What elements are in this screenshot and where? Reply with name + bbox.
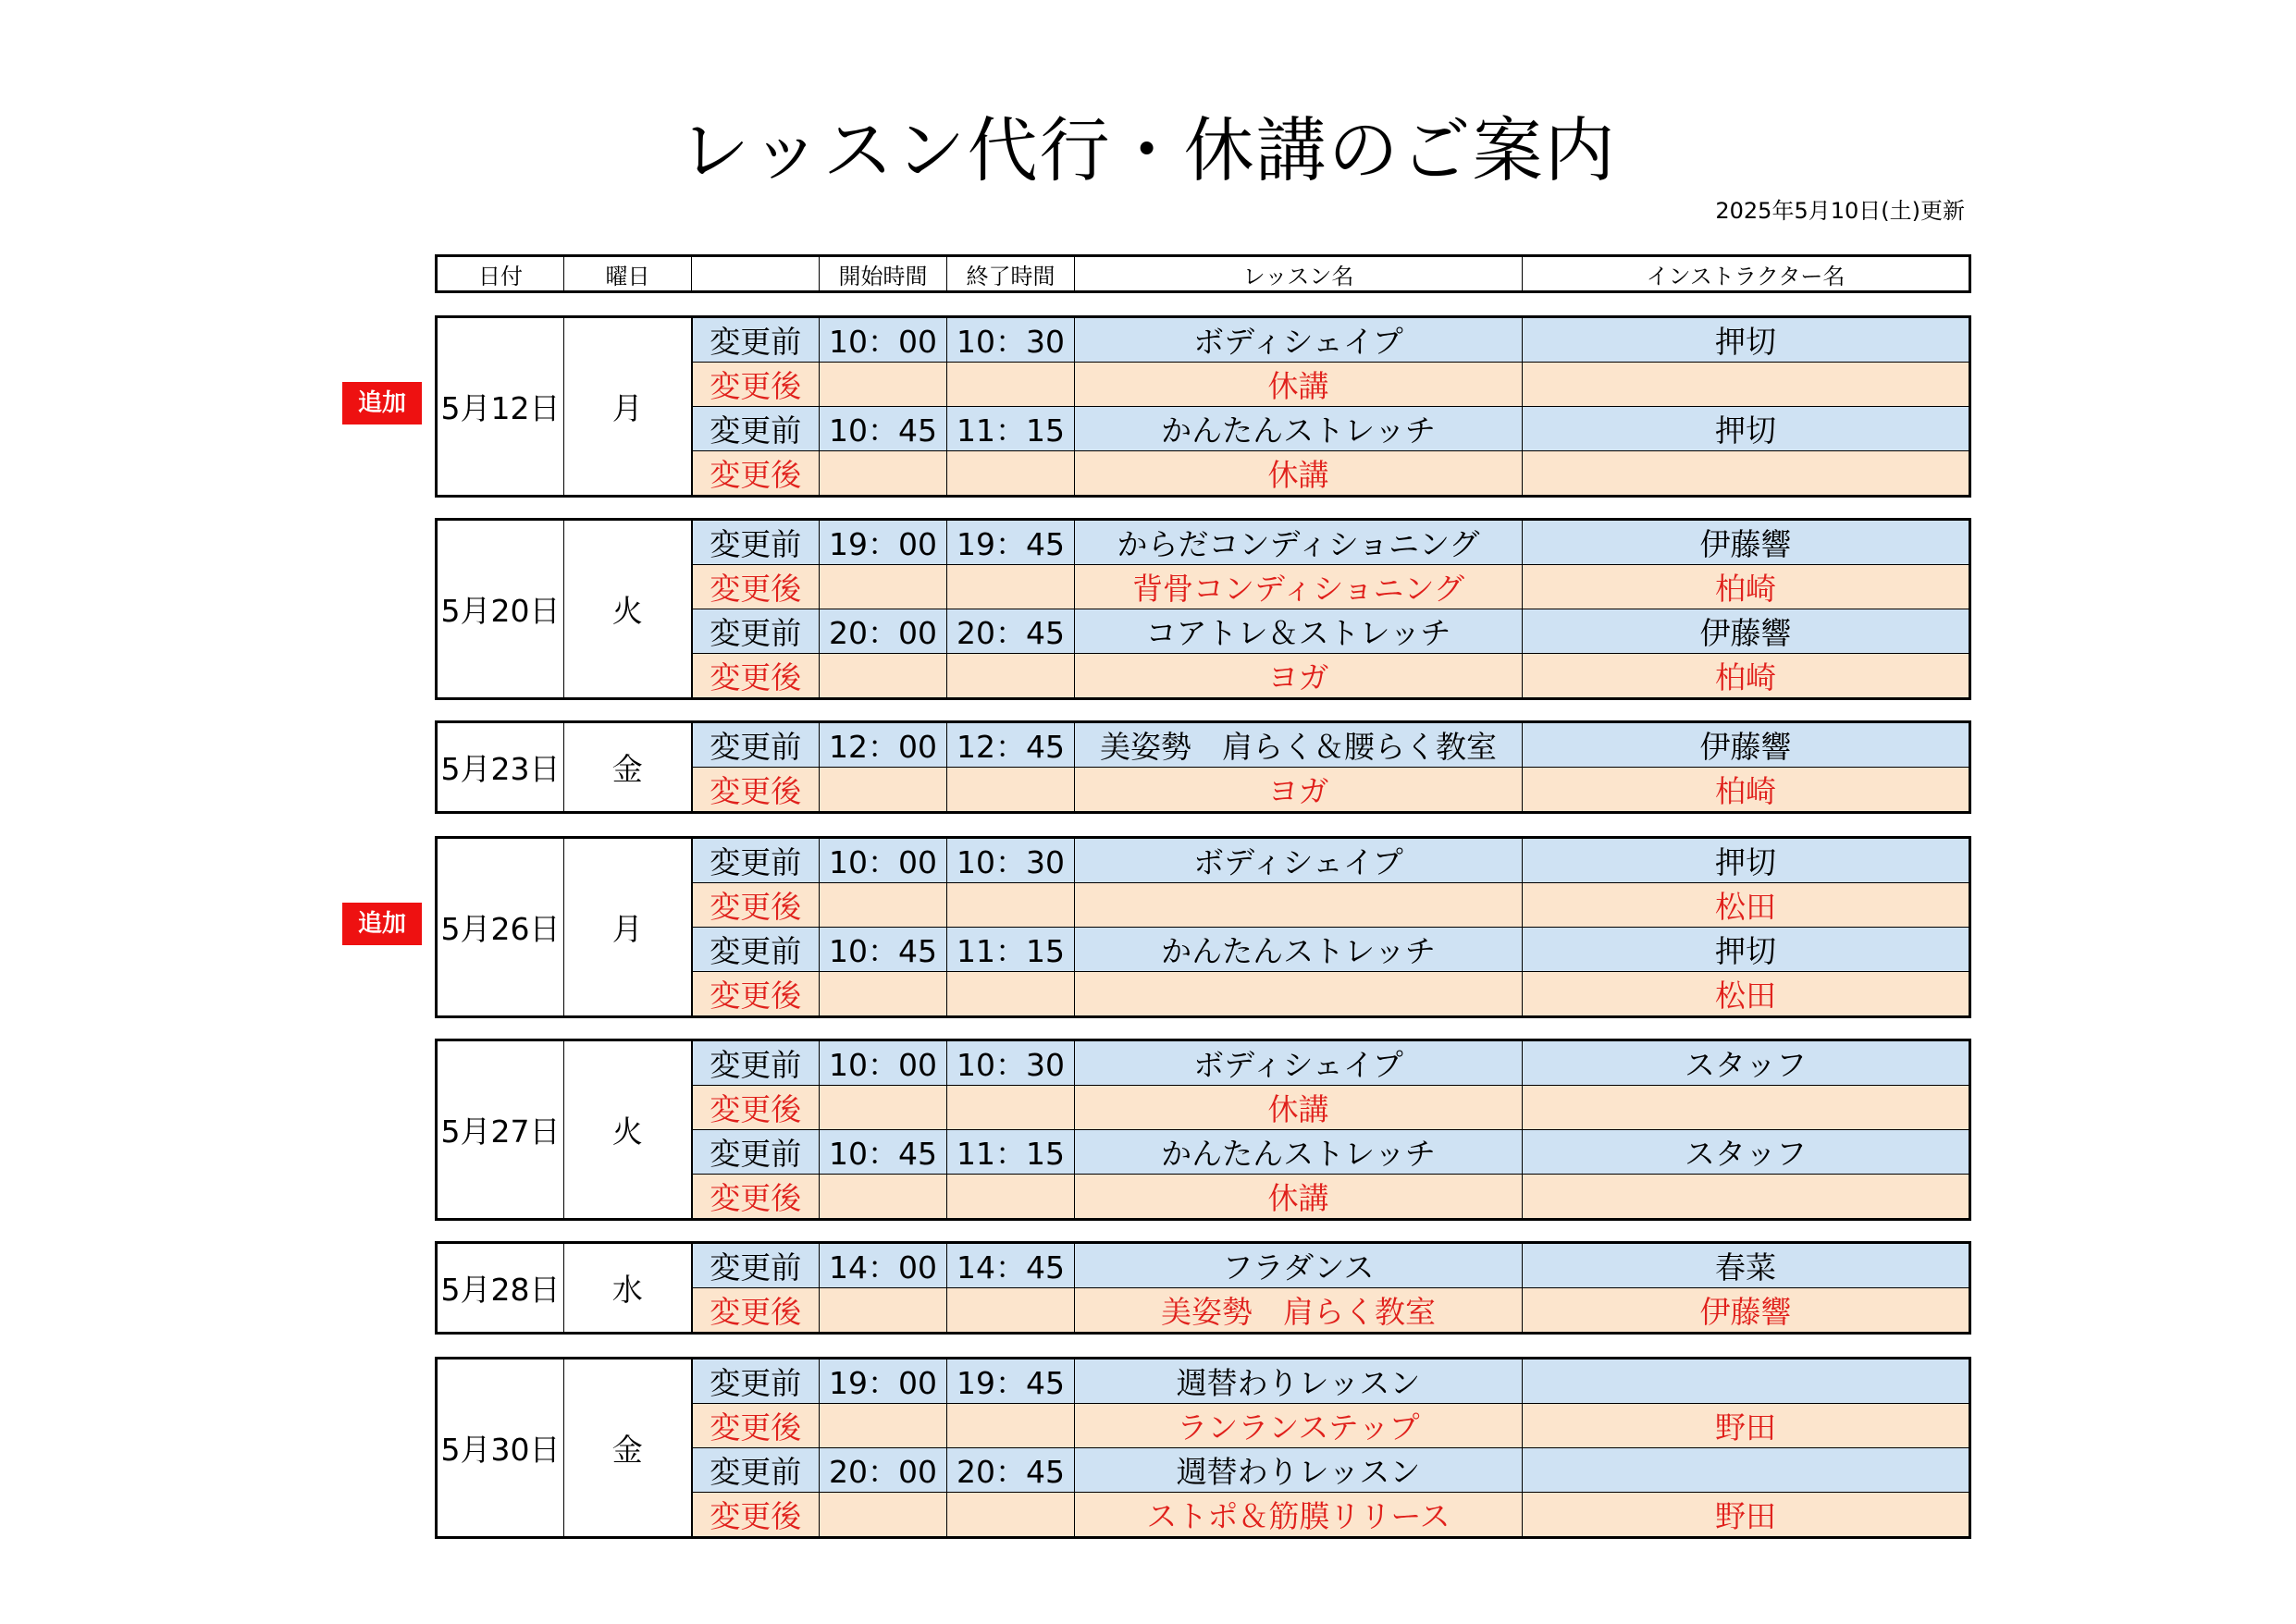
day-of-week-cell: 金 [564, 1359, 692, 1538]
instructor-cell: 伊藤響 [1523, 520, 1970, 565]
instructor-cell: 松田 [1523, 883, 1970, 928]
table-row [437, 1040, 1970, 1086]
lesson-name-cell: 週替わりレッスン [1075, 1359, 1523, 1404]
lesson-name-cell: からだコンディショニング [1075, 520, 1523, 565]
instructor-cell: 松田 [1523, 972, 1970, 1017]
start-time-cell [820, 1086, 947, 1130]
updated-date: 2025年5月10日(土)更新 [1715, 198, 1965, 224]
change-type-cell: 変更後 [692, 654, 820, 699]
start-time-cell: 10：00 [820, 1040, 947, 1086]
table-row [437, 1243, 1970, 1288]
end-time-cell: 11：15 [947, 928, 1075, 972]
change-type-cell: 変更後 [692, 972, 820, 1017]
lesson-name-cell: 背骨コンディショニング [1075, 565, 1523, 609]
lesson-name-cell: ボディシェイプ [1075, 1040, 1523, 1086]
day-block [435, 1039, 1971, 1221]
instructor-cell: 伊藤響 [1523, 609, 1970, 654]
day-of-week-cell: 火 [564, 520, 692, 699]
day-block [435, 518, 1971, 700]
instructor-cell: 野田 [1523, 1404, 1970, 1448]
change-type-cell: 変更後 [692, 768, 820, 813]
start-time-cell: 19：00 [820, 520, 947, 565]
lesson-name-cell: 休講 [1075, 1086, 1523, 1130]
lesson-name-cell: かんたんストレッチ [1075, 407, 1523, 451]
instructor-cell [1523, 451, 1970, 497]
lesson-name-cell: かんたんストレッチ [1075, 1130, 1523, 1175]
instructor-cell: スタッフ [1523, 1040, 1970, 1086]
end-time-cell [947, 1086, 1075, 1130]
lesson-name-cell: 週替わりレッスン [1075, 1448, 1523, 1493]
change-type-cell: 変更後 [692, 451, 820, 497]
change-type-cell: 変更後 [692, 1288, 820, 1334]
end-time-cell [947, 565, 1075, 609]
end-time-cell [947, 1404, 1075, 1448]
change-type-cell: 変更後 [692, 565, 820, 609]
instructor-cell: 押切 [1523, 407, 1970, 451]
start-time-cell [820, 768, 947, 813]
date-cell: 5月26日 [437, 838, 564, 1017]
instructor-cell [1523, 1175, 1970, 1220]
instructor-cell [1523, 1359, 1970, 1404]
start-time-cell [820, 972, 947, 1017]
end-time-cell [947, 451, 1075, 497]
end-time-cell [947, 1175, 1075, 1220]
start-time-cell: 10：45 [820, 1130, 947, 1175]
start-time-cell: 20：00 [820, 609, 947, 654]
header-day-of-week: 曜日 [564, 256, 692, 292]
change-type-cell: 変更前 [692, 722, 820, 768]
lesson-name-cell [1075, 972, 1523, 1017]
start-time-cell: 10：00 [820, 317, 947, 363]
start-time-cell [820, 1404, 947, 1448]
end-time-cell: 10：30 [947, 317, 1075, 363]
start-time-cell: 10：45 [820, 407, 947, 451]
instructor-cell: 伊藤響 [1523, 722, 1970, 768]
change-type-cell: 変更後 [692, 1404, 820, 1448]
date-cell: 5月20日 [437, 520, 564, 699]
instructor-cell: 押切 [1523, 838, 1970, 883]
day-block [435, 315, 1971, 498]
lesson-name-cell: ヨガ [1075, 768, 1523, 813]
instructor-cell: 野田 [1523, 1493, 1970, 1538]
table-row [437, 1359, 1970, 1404]
date-cell: 5月28日 [437, 1243, 564, 1334]
lesson-name-cell: ストポ＆筋膜リリース [1075, 1493, 1523, 1538]
change-type-cell: 変更前 [692, 317, 820, 363]
day-block [435, 836, 1971, 1018]
header-change-type [692, 256, 820, 292]
start-time-cell [820, 1288, 947, 1334]
change-type-cell: 変更前 [692, 1130, 820, 1175]
start-time-cell: 14：00 [820, 1243, 947, 1288]
header-start-time: 開始時間 [820, 256, 947, 292]
instructor-cell [1523, 1086, 1970, 1130]
lesson-name-cell: 休講 [1075, 1175, 1523, 1220]
lesson-name-cell: ヨガ [1075, 654, 1523, 699]
change-type-cell: 変更前 [692, 520, 820, 565]
day-block [435, 1357, 1971, 1539]
end-time-cell [947, 654, 1075, 699]
table-row [437, 838, 1970, 883]
end-time-cell: 19：45 [947, 1359, 1075, 1404]
instructor-cell: 柏崎 [1523, 654, 1970, 699]
start-time-cell [820, 883, 947, 928]
end-time-cell: 11：15 [947, 407, 1075, 451]
date-cell: 5月27日 [437, 1040, 564, 1220]
change-type-cell: 変更後 [692, 363, 820, 407]
end-time-cell [947, 768, 1075, 813]
end-time-cell: 19：45 [947, 520, 1075, 565]
start-time-cell [820, 1175, 947, 1220]
end-time-cell [947, 972, 1075, 1017]
added-badge: 追加 [342, 903, 422, 945]
change-type-cell: 変更前 [692, 407, 820, 451]
start-time-cell [820, 654, 947, 699]
start-time-cell: 10：45 [820, 928, 947, 972]
end-time-cell [947, 883, 1075, 928]
header-date: 日付 [478, 263, 523, 289]
header-end-time: 終了時間 [947, 256, 1075, 292]
lesson-name-cell: コアトレ＆ストレッチ [1075, 609, 1523, 654]
lesson-name-cell: ボディシェイプ [1075, 317, 1523, 363]
day-of-week-cell: 月 [564, 317, 692, 497]
change-type-cell: 変更前 [692, 838, 820, 883]
change-type-cell: 変更後 [692, 883, 820, 928]
change-type-cell: 変更後 [692, 1493, 820, 1538]
instructor-cell: 柏崎 [1523, 565, 1970, 609]
start-time-cell [820, 363, 947, 407]
end-time-cell: 20：45 [947, 1448, 1075, 1493]
change-type-cell: 変更前 [692, 1359, 820, 1404]
day-block [435, 720, 1971, 814]
header-lesson-name: レッスン名 [1075, 256, 1523, 292]
start-time-cell [820, 565, 947, 609]
table-row [437, 520, 1970, 565]
table-row [437, 317, 1970, 363]
start-time-cell: 12：00 [820, 722, 947, 768]
start-time-cell: 10：00 [820, 838, 947, 883]
change-type-cell: 変更前 [692, 928, 820, 972]
date-cell: 5月12日 [437, 317, 564, 497]
instructor-cell [1523, 363, 1970, 407]
instructor-cell: 伊藤響 [1523, 1288, 1970, 1334]
start-time-cell: 19：00 [820, 1359, 947, 1404]
end-time-cell: 11：15 [947, 1130, 1075, 1175]
page-title: レッスン代行・休講のご案内 [679, 109, 1617, 191]
header-instructor-name: インストラクター名 [1523, 256, 1970, 292]
end-time-cell: 14：45 [947, 1243, 1075, 1288]
added-badge: 追加 [342, 382, 422, 424]
date-cell: 5月30日 [437, 1359, 564, 1538]
instructor-cell: 春菜 [1523, 1243, 1970, 1288]
day-of-week-cell: 金 [564, 722, 692, 813]
change-type-cell: 変更前 [692, 1448, 820, 1493]
end-time-cell [947, 1493, 1075, 1538]
table-row [437, 722, 1970, 768]
date-cell: 5月23日 [437, 722, 564, 813]
instructor-cell [1523, 1448, 1970, 1493]
instructor-cell: 押切 [1523, 928, 1970, 972]
lesson-name-cell: ボディシェイプ [1075, 838, 1523, 883]
lesson-name-cell: 美姿勢 肩らく＆腰らく教室 [1075, 722, 1523, 768]
schedule-header [435, 254, 1971, 293]
start-time-cell [820, 1493, 947, 1538]
end-time-cell [947, 1288, 1075, 1334]
change-type-cell: 変更後 [692, 1175, 820, 1220]
end-time-cell: 10：30 [947, 838, 1075, 883]
day-of-week-cell: 水 [564, 1243, 692, 1334]
lesson-name-cell: かんたんストレッチ [1075, 928, 1523, 972]
lesson-name-cell: 休講 [1075, 451, 1523, 497]
start-time-cell: 20：00 [820, 1448, 947, 1493]
end-time-cell [947, 363, 1075, 407]
end-time-cell: 10：30 [947, 1040, 1075, 1086]
change-type-cell: 変更前 [692, 1040, 820, 1086]
start-time-cell [820, 451, 947, 497]
lesson-name-cell: 休講 [1075, 363, 1523, 407]
change-type-cell: 変更前 [692, 1243, 820, 1288]
lesson-name-cell: 美姿勢 肩らく教室 [1075, 1288, 1523, 1334]
end-time-cell: 20：45 [947, 609, 1075, 654]
end-time-cell: 12：45 [947, 722, 1075, 768]
day-of-week-cell: 火 [564, 1040, 692, 1220]
lesson-name-cell: ランランステップ [1075, 1404, 1523, 1448]
lesson-name-cell [1075, 883, 1523, 928]
change-type-cell: 変更前 [692, 609, 820, 654]
day-of-week-cell: 月 [564, 838, 692, 1017]
instructor-cell: スタッフ [1523, 1130, 1970, 1175]
change-type-cell: 変更後 [692, 1086, 820, 1130]
lesson-name-cell: フラダンス [1075, 1243, 1523, 1288]
instructor-cell: 柏崎 [1523, 768, 1970, 813]
instructor-cell: 押切 [1523, 317, 1970, 363]
day-block [435, 1241, 1971, 1335]
